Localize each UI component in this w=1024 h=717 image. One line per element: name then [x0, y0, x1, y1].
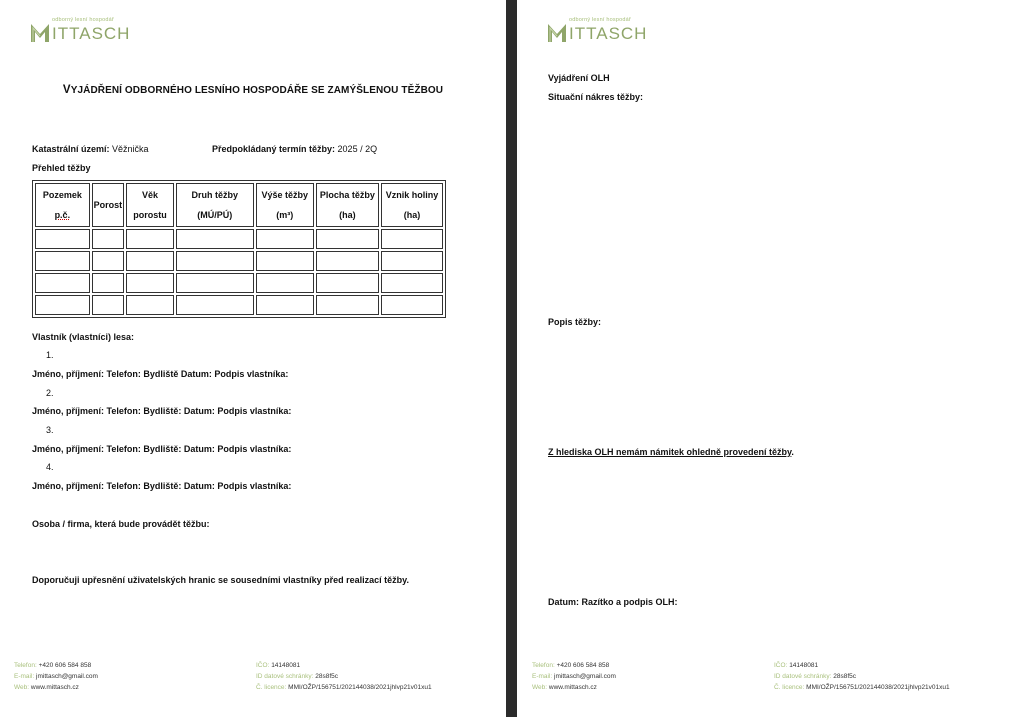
logo-name: ITTASCH — [569, 23, 648, 43]
footer-company-ids — [774, 660, 950, 693]
term-label: Předpokládaný termín těžby: — [212, 144, 336, 154]
table-cell[interactable] — [92, 229, 125, 249]
col-header-area: Plocha těžby (ha) — [316, 183, 379, 227]
col-header-type: Druh těžby (MÚ/PÚ) — [176, 183, 254, 227]
table-cell[interactable] — [35, 295, 90, 315]
company-logo — [30, 18, 130, 42]
ico-value: 14148081 — [271, 662, 301, 669]
term-field — [212, 144, 377, 154]
owner-number: 1. — [46, 350, 54, 360]
table-cell[interactable] — [92, 295, 125, 315]
col-header-plot: Pozemek p.č. — [35, 183, 90, 227]
table-cell[interactable] — [316, 273, 379, 293]
phone-value: +420 606 584 858 — [38, 662, 92, 669]
logo-m-icon — [30, 20, 50, 42]
contractor-label: Osoba / firma, která bude provádět těžbu: — [32, 519, 210, 529]
databox-value: 28s8f5c — [833, 673, 857, 680]
owner-line: Jméno, příjmení: Telefon: Bydliště: Datum: Podpis vlastníka: — [32, 481, 292, 491]
table-cell[interactable] — [176, 295, 254, 315]
ico-label: IČO: — [774, 662, 788, 669]
databox-label: ID datové schránky: — [256, 673, 314, 680]
sketch-label: Situační nákres těžby: — [548, 92, 644, 102]
no-objection-statement — [548, 447, 794, 457]
title-initial: V — [62, 84, 71, 96]
table-cell[interactable] — [256, 229, 314, 249]
web-label: Web: — [532, 684, 548, 691]
cadastral-label: Katastrální území: — [32, 144, 110, 154]
table-cell[interactable] — [381, 251, 443, 271]
document-page-2 — [517, 0, 1024, 717]
phone-label: Telefon: — [14, 662, 37, 669]
logo-tagline: odborný lesní hospodář — [52, 17, 114, 23]
table-cell[interactable] — [176, 229, 254, 249]
table-cell[interactable] — [126, 251, 174, 271]
email-value: jmittasch@gmail.com — [36, 673, 98, 680]
owner-number: 4. — [46, 462, 54, 472]
table-cell[interactable] — [256, 273, 314, 293]
table-cell[interactable] — [381, 229, 443, 249]
licence-value: MMI/OŽP/156751/202144038/2021jhlvp21v01xu1 — [806, 684, 950, 691]
web-value: www.mittasch.cz — [548, 684, 597, 691]
title-text: YJÁDŘENÍ ODBORNÉHO LESNÍHO HOSPODÁŘE SE ZAMÝŠLENOU TĚŽBOU — [70, 85, 444, 96]
table-cell[interactable] — [126, 229, 174, 249]
date-signature-label: Datum: Razítko a podpis OLH: — [548, 597, 678, 607]
table-header-row — [35, 183, 443, 227]
table-cell[interactable] — [381, 295, 443, 315]
document-page-1 — [0, 0, 506, 717]
phone-label: Telefon: — [532, 662, 555, 669]
table-row — [35, 295, 443, 315]
overview-heading: Přehled těžby — [32, 163, 91, 173]
owner-line: Jméno, příjmení: Telefon: Bydliště: Datum: Podpis vlastníka: — [32, 406, 292, 416]
table-cell[interactable] — [35, 229, 90, 249]
col-header-stand: Porost — [92, 183, 125, 227]
table-row — [35, 251, 443, 271]
logo-name: ITTASCH — [52, 23, 131, 43]
table-cell[interactable] — [381, 273, 443, 293]
ico-label: IČO: — [256, 662, 270, 669]
web-label: Web: — [14, 684, 30, 691]
term-value: 2025 / 2Q — [337, 144, 378, 154]
logo-tagline: odborný lesní hospodář — [569, 17, 631, 23]
footer-contacts — [532, 660, 616, 693]
table-cell[interactable] — [92, 251, 125, 271]
email-label: E-mail: — [14, 673, 35, 680]
cadastral-value: Věžnička — [112, 144, 149, 154]
col-header-clearing: Vznik holiny (ha) — [381, 183, 443, 227]
col-header-age: Věk porostu — [126, 183, 174, 227]
table-cell[interactable] — [256, 251, 314, 271]
table-cell[interactable] — [126, 273, 174, 293]
table-cell[interactable] — [35, 251, 90, 271]
owner-number: 2. — [46, 388, 54, 398]
footer-contacts — [14, 660, 98, 693]
table-row — [35, 229, 443, 249]
phone-value: +420 606 584 858 — [556, 662, 610, 669]
databox-value: 28s8f5c — [315, 673, 339, 680]
document-title — [0, 84, 506, 96]
no-objection-period: . — [791, 447, 794, 457]
owner-line: Jméno, příjmení: Telefon: Bydliště Datum: Podpis vlastníka: — [32, 369, 289, 379]
table-cell[interactable] — [176, 273, 254, 293]
logo-m-icon — [547, 20, 567, 42]
recommendation-text: Doporučuji upřesnění uživatelských hranic se sousedními vlastníky před realizací těžby. — [32, 575, 409, 585]
company-logo — [547, 18, 647, 42]
owners-heading: Vlastník (vlastníci) lesa: — [32, 332, 135, 342]
table-cell[interactable] — [316, 295, 379, 315]
footer-company-ids — [256, 660, 432, 693]
table-cell[interactable] — [35, 273, 90, 293]
licence-label: Č. licence: — [774, 684, 805, 691]
cadastral-field — [32, 144, 149, 154]
table-row — [35, 273, 443, 293]
owner-line: Jméno, příjmení: Telefon: Bydliště: Datum: Podpis vlastníka: — [32, 444, 292, 454]
email-label: E-mail: — [532, 673, 553, 680]
ico-value: 14148081 — [789, 662, 819, 669]
licence-label: Č. licence: — [256, 684, 287, 691]
statement-heading: Vyjádření OLH — [548, 73, 610, 83]
table-cell[interactable] — [126, 295, 174, 315]
no-objection-text: Z hlediska OLH nemám námitek ohledně provedení těžby — [548, 447, 792, 457]
databox-label: ID datové schránky: — [774, 673, 832, 680]
table-cell[interactable] — [316, 251, 379, 271]
owner-number: 3. — [46, 425, 54, 435]
licence-value: MMI/OŽP/156751/202144038/2021jhlvp21v01xu1 — [288, 684, 432, 691]
col-header-volume: Výše těžby (m³) — [256, 183, 314, 227]
table-cell[interactable] — [316, 229, 379, 249]
table-cell[interactable] — [176, 251, 254, 271]
harvest-table — [32, 180, 446, 318]
web-value: www.mittasch.cz — [30, 684, 79, 691]
email-value: jmittasch@gmail.com — [554, 673, 616, 680]
table-cell[interactable] — [92, 273, 125, 293]
description-label: Popis těžby: — [548, 317, 602, 327]
table-cell[interactable] — [256, 295, 314, 315]
